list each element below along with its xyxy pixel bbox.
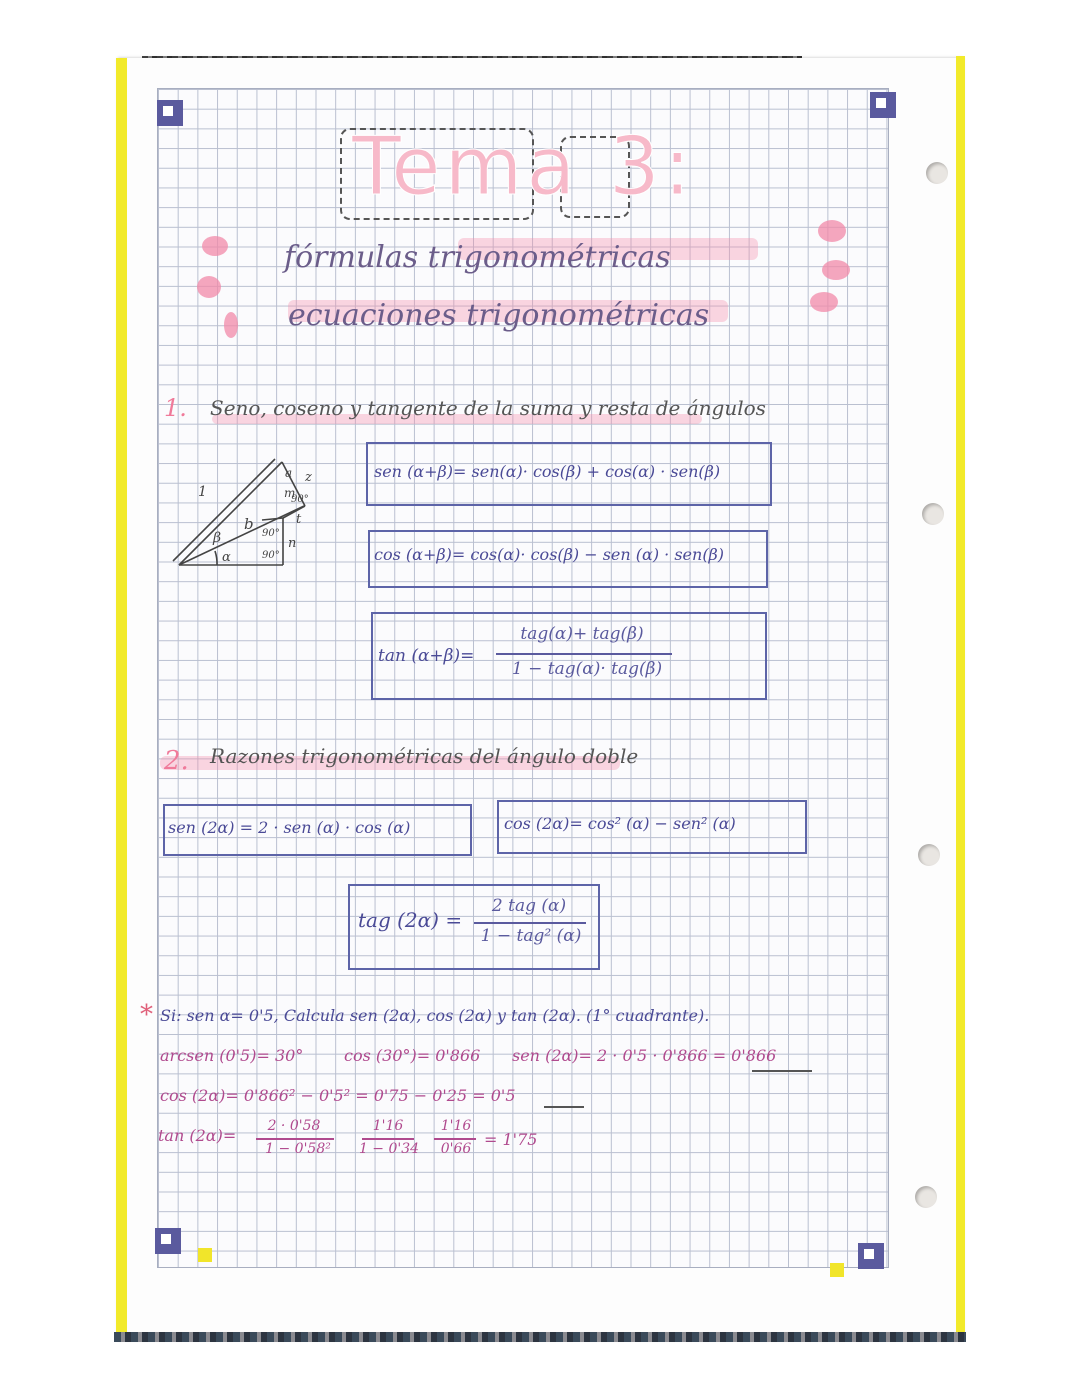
left-yellow-margin bbox=[116, 58, 127, 1336]
formula-sen-double: sen (2α) = 2 · sen (α) · cos (α) bbox=[168, 818, 411, 837]
diagram-label-m: m bbox=[284, 486, 296, 500]
section2-heading: Razones trigonométricas del ángulo doble bbox=[210, 744, 639, 768]
formula-sen-sum: sen (α+β)= sen(α)· cos(β) + cos(α) · sen(β) bbox=[374, 462, 721, 481]
result-underline bbox=[544, 1106, 584, 1108]
page-title: Tema 3: bbox=[352, 120, 695, 213]
binder-strip-bottom bbox=[114, 1332, 966, 1342]
section1-number: 1. bbox=[164, 394, 187, 422]
diagram-label-alpha: α bbox=[222, 550, 231, 565]
section2-number: 2. bbox=[164, 746, 189, 776]
decoration-blob bbox=[224, 312, 238, 338]
diagram-label-n: n bbox=[288, 536, 297, 551]
formula-cos-double: cos (2α)= cos² (α) − sen² (α) bbox=[504, 814, 736, 833]
decoration-blob bbox=[202, 236, 228, 256]
formula-tag-double-fraction-bar bbox=[474, 922, 586, 924]
example-line-2b: cos (30°)= 0'866 bbox=[344, 1046, 481, 1065]
punch-hole bbox=[926, 162, 948, 184]
diagram-label-z: z bbox=[305, 470, 312, 485]
corner-marker-bottom-left bbox=[155, 1228, 181, 1254]
corner-marker-top-left bbox=[157, 100, 183, 126]
example-line-4-left: tan (2α)= bbox=[158, 1126, 237, 1145]
decoration-blob bbox=[818, 220, 846, 242]
formula-cos-sum: cos (α+β)= cos(α)· cos(β) − sen (α) · sen(β) bbox=[374, 545, 725, 564]
example-line-2c: sen (2α)= 2 · 0'5 · 0'866 = 0'866 bbox=[512, 1046, 777, 1065]
example-line-3: cos (2α)= 0'866² − 0'5² = 0'75 − 0'25 = 0'5 bbox=[160, 1086, 516, 1105]
subtitle-equations: ecuaciones trigonométricas bbox=[288, 298, 710, 333]
formula-tan-sum-left: tan (α+β)= bbox=[378, 646, 475, 666]
example-line-1: Si: sen α= 0'5, Calcula sen (2α), cos (2α) y tan (2α). (1° cuadrante). bbox=[160, 1006, 710, 1025]
decoration-blob bbox=[197, 276, 221, 298]
formula-tag-double-left: tag (2α) = bbox=[358, 908, 463, 932]
yellow-square-marker bbox=[830, 1263, 844, 1277]
diagram-label-a: a bbox=[285, 466, 293, 480]
diagram-label-right-angle: 90° bbox=[291, 494, 309, 505]
formula-tan-sum-fraction-bar bbox=[496, 653, 672, 655]
example-frac2-numerator: 1'16 bbox=[372, 1118, 404, 1134]
punch-hole bbox=[922, 503, 944, 525]
decoration-blob bbox=[810, 292, 838, 312]
example-frac3-bar bbox=[434, 1138, 476, 1140]
example-frac2-denominator: 1 − 0'34 bbox=[358, 1141, 420, 1157]
example-star: * bbox=[140, 1000, 153, 1030]
section1-heading: Seno, coseno y tangente de la suma y resta de ángulos bbox=[210, 396, 766, 420]
diagram-label-b: b bbox=[244, 515, 254, 533]
formula-tan-sum-denominator: 1 − tag(α)· tag(β) bbox=[511, 659, 663, 679]
subtitle-formulas: fórmulas trigonométricas bbox=[284, 240, 671, 275]
example-line-4-result: = 1'75 bbox=[484, 1130, 538, 1149]
formula-tag-double-numerator: 2 tag (α) bbox=[491, 896, 567, 916]
decoration-blob bbox=[822, 260, 850, 280]
example-frac1-numerator: 2 · 0'58 bbox=[267, 1118, 321, 1134]
right-yellow-margin bbox=[956, 56, 965, 1338]
yellow-square-marker bbox=[198, 1248, 212, 1262]
formula-tag-double-denominator: 1 − tag² (α) bbox=[480, 926, 582, 946]
example-frac1-bar bbox=[256, 1138, 334, 1140]
example-frac3-numerator: 1'16 bbox=[440, 1118, 472, 1134]
example-line-2a: arcsen (0'5)= 30° bbox=[160, 1046, 304, 1065]
diagram-label-beta: β bbox=[213, 530, 222, 546]
example-frac3-denominator: 0'66 bbox=[440, 1141, 472, 1157]
corner-marker-top-right bbox=[870, 92, 896, 118]
diagram-label-t: t bbox=[296, 512, 302, 527]
example-frac1-denominator: 1 − 0'58² bbox=[265, 1141, 331, 1157]
result-underline bbox=[752, 1070, 812, 1072]
example-frac2-bar bbox=[362, 1138, 414, 1140]
diagram-label-right-angle: 90° bbox=[262, 528, 280, 539]
diagram-label-right-angle: 90° bbox=[262, 550, 280, 561]
punch-hole bbox=[915, 1186, 937, 1208]
corner-marker-bottom-right bbox=[858, 1243, 884, 1269]
formula-tan-sum-numerator: tag(α)+ tag(β) bbox=[520, 624, 644, 644]
punch-hole bbox=[918, 844, 940, 866]
diagram-label-1: 1 bbox=[198, 484, 207, 500]
